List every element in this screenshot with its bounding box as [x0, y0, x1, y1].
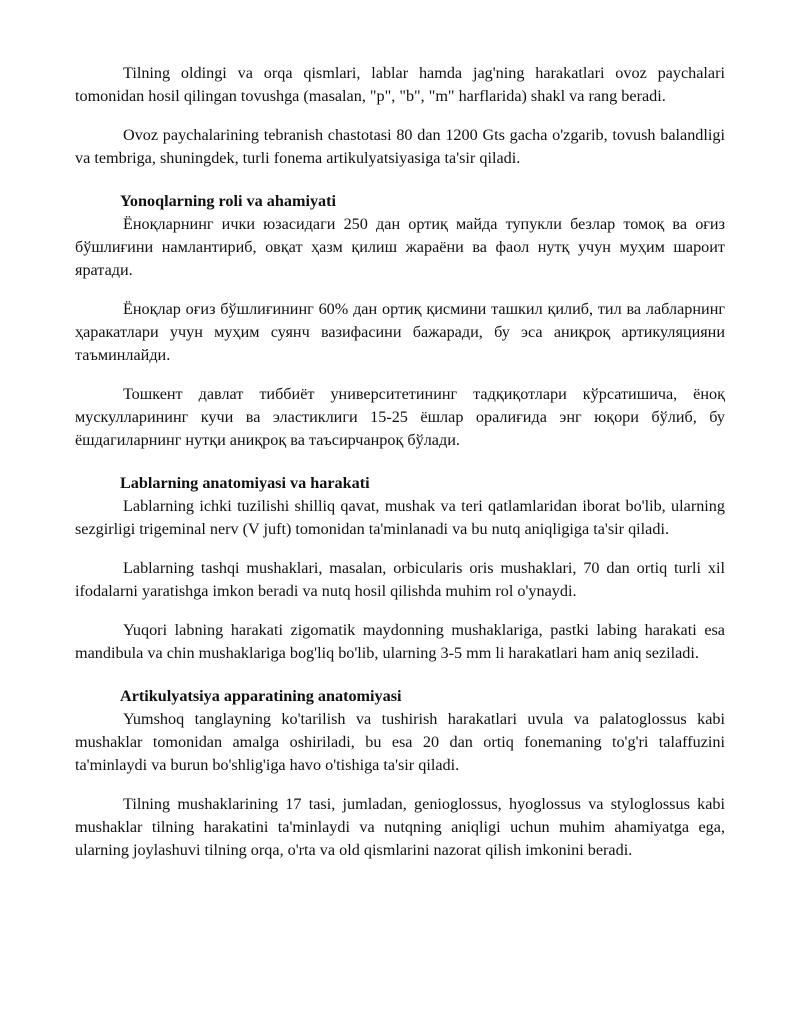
- paragraph: Lablarning tashqi mushaklari, masalan, orbicularis oris mushaklari, 70 dan ortiq turli xil ifodalarni yaratishga imkon beradi va nutq hosil qilishda muhim rol o'ynaydi.: [75, 559, 725, 600]
- section-heading: Yonoqlarning roli va ahamiyati: [120, 192, 337, 210]
- paragraph: Tilning mushaklarining 17 tasi, jumladan, genioglossus, hyoglossus va styloglossus kabi mushaklar tilning harakatini ta'minlaydi va nutqning aniqligi uchun muhim ahamiyatga ega, ularning joylashuvi tilning orqa, o'rta va old qismlarini nazorat qilish imkonini beradi.: [75, 795, 725, 859]
- paragraph: Ёноқларнинг ички юзасидаги 250 дан ортиқ майда тупукли безлар томоқ ва оғиз бўшлиғини намлантириб, овқат ҳазм қилиш жараёни ва фаол нутқ учун муҳим шароит яратади.: [75, 215, 725, 279]
- paragraph: Lablarning ichki tuzilishi shilliq qavat, mushak va teri qatlamlaridan iborat bo'lib, ularning sezgirligi trigeminal nerv (V juft) tomonidan ta'minlanadi va bu nutq aniqligiga ta'sir qiladi.: [75, 497, 725, 538]
- paragraph: Ovoz paychalarining tebranish chastotasi 80 dan 1200 Gts gacha o'zgarib, tovush balandligi va tembriga, shuningdek, turli fonema artikulyatsiyasiga ta'sir qiladi.: [75, 126, 725, 167]
- section-heading: Artikulyatsiya apparatining anatomiyasi: [120, 687, 402, 705]
- paragraph: Yumshoq tanglayning ko'tarilish va tushirish harakatlari uvula va palatoglossus kabi mushaklar tomonidan amalga oshiriladi, bu esa 20 dan ortiq fonemaning to'g'ri talaffuzini ta'minlaydi va burun bo'shlig'iga havo o'tishiga ta'sir qiladi.: [75, 710, 725, 774]
- paragraph: Yuqori labning harakati zigomatik maydonning mushaklariga, pastki labing harakati esa mandibula va chin mushaklariga bog'liq bo'lib, ularning 3-5 mm li harakatlari ham aniq seziladi.: [75, 621, 725, 662]
- paragraph: Тошкент давлат тиббиёт университетининг тадқиқотлари кўрсатишича, ёноқ мускулларининг кучи ва эластиклиги 15-25 ёшлар оралиғида энг юқори бўлиб, бу ёшдагиларнинг нутқи аниқроқ ва таъсирчанроқ бўлади.: [75, 385, 725, 449]
- section-heading: Lablarning anatomiyasi va harakati: [120, 474, 370, 492]
- document-page: [75, 62, 725, 862]
- paragraph: Ёноқлар оғиз бўшлиғининг 60% дан ортиқ қисмини ташкил қилиб, тил ва лабларнинг ҳаракатлари учун муҳим суянч вазифасини бажаради, бу эса аниқроқ артикуляцияни таъминлайди.: [75, 300, 725, 364]
- paragraph: Tilning oldingi va orqa qismlari, lablar hamda jag'ning harakatlari ovoz paychalari tomonidan hosil qilingan tovushga (masalan, "p", "b", "m" harflarida) shakl va rang beradi.: [75, 64, 725, 105]
